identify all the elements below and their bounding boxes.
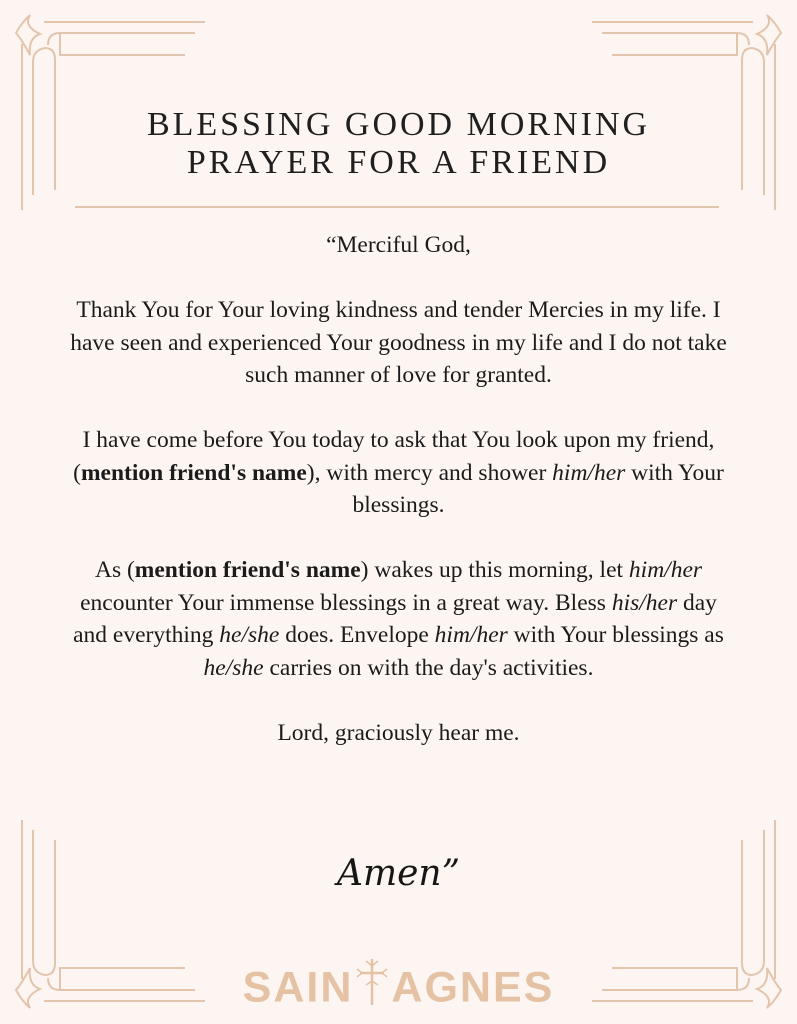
text-segment: does. Envelope	[279, 622, 435, 648]
title-line-1: BLESSING GOOD MORNING	[146, 106, 651, 143]
logo	[0, 957, 797, 1023]
pronoun: he/she	[203, 654, 264, 681]
text-segment: day and everything	[73, 589, 717, 648]
prayer-body	[70, 229, 727, 782]
prayer-paragraph-1: Thank You for Your loving kindness and tender Mercies in my life. I have seen and experienced Your goodness in my life and I do not take such manner of love for granted.	[70, 297, 727, 388]
pronoun: his/her	[611, 589, 678, 616]
text-segment: with Your blessings as	[507, 622, 724, 648]
text-segment: ) wakes up this morning, let	[360, 557, 629, 583]
friend-name-placeholder: mention friend's name	[80, 459, 307, 486]
text-segment: ), with mercy and shower	[306, 459, 553, 486]
prayer-closing: Lord, graciously hear me.	[277, 719, 520, 746]
amen-signature: Amen”	[336, 853, 461, 894]
text-segment: carries on with the day's activities.	[263, 654, 594, 681]
prayer-paragraph-2	[70, 424, 727, 522]
pronoun: him/her	[628, 557, 703, 583]
cross-icon	[355, 957, 389, 1023]
page-title	[0, 106, 797, 182]
title-line-2: PRAYER FOR A FRIEND	[186, 144, 611, 181]
prayer-opening: “Merciful God,	[326, 232, 471, 258]
friend-name-placeholder: mention friend's name	[134, 557, 361, 583]
text-segment: with Your blessings.	[352, 459, 724, 518]
text-segment: I have come before You today to ask that You look upon my friend, (	[73, 427, 715, 486]
pronoun: him/her	[552, 459, 626, 486]
pronoun: him/her	[434, 622, 508, 648]
logo-text-right: AGNES	[391, 963, 555, 1012]
divider	[75, 206, 719, 208]
text-segment: encounter Your immense blessings in a great way. Bless	[80, 589, 612, 616]
prayer-paragraph-3	[70, 554, 727, 684]
logo-text-left: SAIN	[242, 963, 354, 1012]
text-segment: As (	[94, 557, 135, 583]
pronoun: he/she	[219, 622, 280, 648]
